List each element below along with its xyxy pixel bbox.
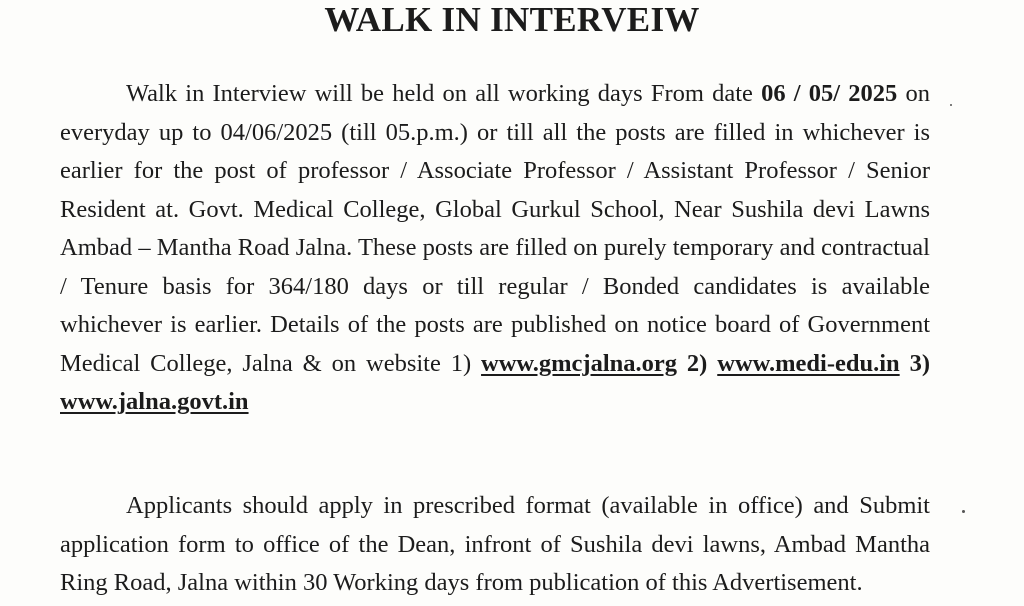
details-text-3: 2) xyxy=(677,349,718,377)
details-text-4: 3) xyxy=(899,349,930,377)
start-date: 06 / 05/ 2025 xyxy=(761,80,898,107)
application-instructions-paragraph xyxy=(60,487,930,603)
scan-speck xyxy=(950,104,952,106)
scan-speck xyxy=(962,510,965,513)
details-text-1: Walk in Interview will be held on all working days From date xyxy=(126,80,762,107)
application-text: Applicants should apply in prescribed format (available in office) and Submit application form to office of the Dean, infront of Sushila devi lawns, Ambad Mantha Ring Road, Jalna within 30 Working days from publication of this Advertisement. xyxy=(60,492,930,596)
notice-title: WALK IN INTERVEIW xyxy=(324,0,700,39)
interview-details-paragraph xyxy=(60,75,930,422)
website-link-medi-edu[interactable]: www.medi-edu.in xyxy=(717,349,900,377)
website-link-jalna-govt[interactable]: www.jalna.govt.in xyxy=(60,388,249,415)
details-text-2: on everyday up to 04/06/2025 (till 05.p.m.) or till all the posts are filled in whichever is earlier for the post of professor / Associate Professor / Assistant Professor / Senior Resident at. Govt. Medical College, Global Gurkul School, Near Sushila devi Lawns Ambad – Mantha Road Jalna. These posts are filled on purely temporary and contractual / Tenure basis for 364/180 days or till regular / Bonded candidates is available whichever is earlier. Details of the posts are published on notice board of Government Medical College, Jalna & on website 1) xyxy=(60,80,930,377)
website-link-gmcjalna[interactable]: www.gmcjalna.org xyxy=(481,349,678,377)
